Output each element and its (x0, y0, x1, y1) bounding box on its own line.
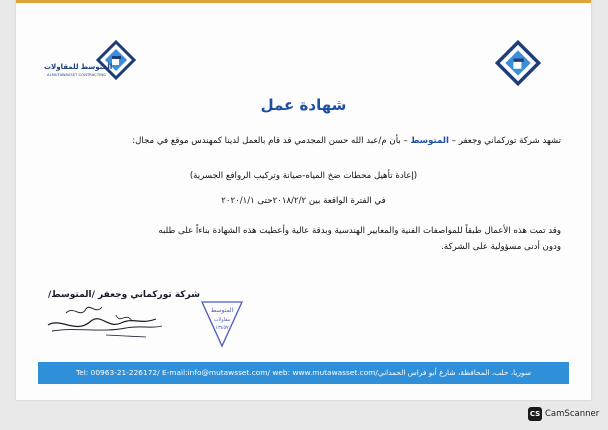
line1-part1: تشهد شركة توركماني وجعفر – (451, 136, 561, 146)
stamp-text-top: المتوسط (210, 307, 234, 314)
top-border (16, 0, 591, 3)
logo-brand-english: ALMUTAWASSET CONTRACTING (47, 73, 106, 77)
paragraph-line-4: وقد تمت هذه الأعمال طبقاً للمواصفات الفنية والمعايير الهندسية وبدقة عالية وأعطيت هذه الشهادة بناءاً على طلبه (158, 226, 561, 236)
footer-contact-bar: Tel: 00963-21-226172/ E-mail:info@mutawsset.com/ web: www.mutawasset.com/سوريا، حلب، المحافظة، شارع أبو فراس الحمداني (38, 362, 569, 384)
paragraph-line-3: في الفترة الواقعة بين ٢٠١٨/٢/٢حتى ٢٠٢٠/١/١ (221, 196, 386, 206)
stamp-text-number: ١٣٤٥٧ (215, 325, 229, 331)
camscanner-watermark (528, 406, 599, 422)
camscanner-icon: CS (528, 407, 542, 421)
signature-company-name: شركة توركماني وجعفر /المتوسط/ (48, 290, 200, 300)
certificate-title: شهادة عمل (260, 96, 347, 114)
logo-mark-icon (495, 40, 541, 86)
company-stamp (199, 299, 245, 349)
company-logo-left (44, 40, 136, 88)
paragraph-line-2: (إعادة تأهيل محطات ضخ المياه-صيانة وتركيب الروافع الجسرية) (189, 171, 418, 181)
line1-part2: – بأن م/عبد الله حسن المجدمي قد قام بالعمل لدينا كمهندس موقع في مجال: (132, 136, 408, 146)
handwritten-signature (46, 295, 166, 343)
paragraph-line-1 (132, 136, 561, 146)
stamp-text-mid: مقاولات (213, 317, 231, 323)
logo-brand-arabic: المتوسط للمقاولات (44, 63, 113, 71)
camscanner-label: CamScanner (545, 409, 600, 419)
company-name-highlight: المتوسط (410, 136, 449, 146)
company-logo-right (495, 40, 541, 86)
document-page (16, 0, 591, 400)
paragraph-line-5: ودون أدنى مسؤولية على الشركة. (441, 242, 561, 252)
